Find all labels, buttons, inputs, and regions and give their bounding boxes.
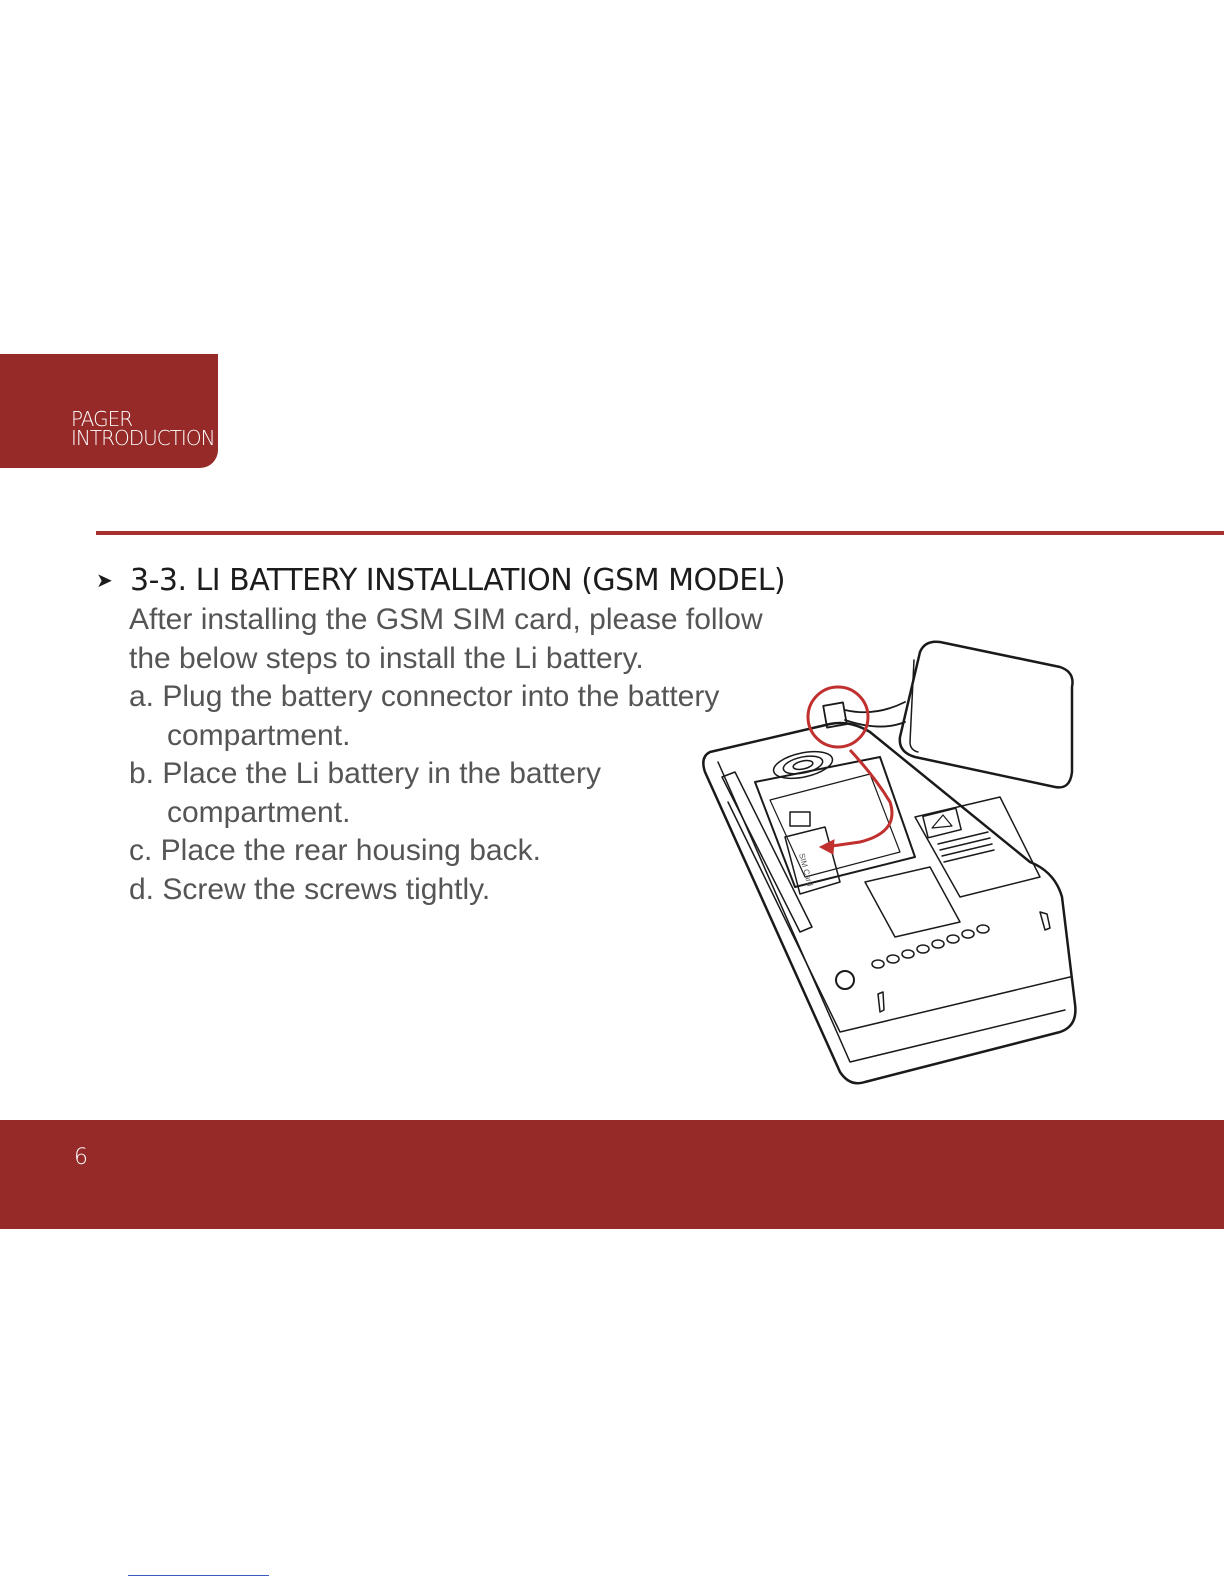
section-tab-line2: INTRODUCTION: [71, 426, 215, 450]
section-tab: [0, 354, 218, 468]
step-a: a. Plug the battery connector into the battery: [129, 680, 720, 713]
section-tab-line1: PAGER: [71, 407, 133, 431]
step-d: d. Screw the screws tightly.: [129, 872, 491, 906]
battery-pack: [900, 642, 1073, 788]
step-c: c. Place the rear housing back.: [129, 834, 541, 867]
section-divider: [96, 531, 1224, 535]
intro-line-2: the below steps to install the Li battery.: [129, 641, 644, 675]
pager-housing: [703, 723, 1075, 1083]
bottom-underline: [128, 1575, 269, 1576]
step-a-continued: compartment.: [167, 718, 351, 752]
intro-line-1: After installing the GSM SIM card, please follow: [129, 603, 763, 636]
battery-installation-illustration: [700, 632, 1090, 1092]
section-tab-label: [71, 407, 215, 450]
section-heading-text: 3-3. LI BATTERY INSTALLATION (GSM MODEL): [130, 563, 786, 598]
step-b-continued: compartment.: [167, 795, 351, 829]
page-number: 6: [74, 1145, 88, 1170]
connector-highlight-circle: [808, 687, 868, 747]
page-footer: [0, 1120, 1224, 1229]
step-b: b. Place the Li battery in the battery: [129, 757, 601, 790]
sim-card-label: SIM Card: [797, 852, 815, 888]
bullet-arrow-icon: ➤: [96, 568, 113, 592]
section-heading: [96, 563, 785, 598]
